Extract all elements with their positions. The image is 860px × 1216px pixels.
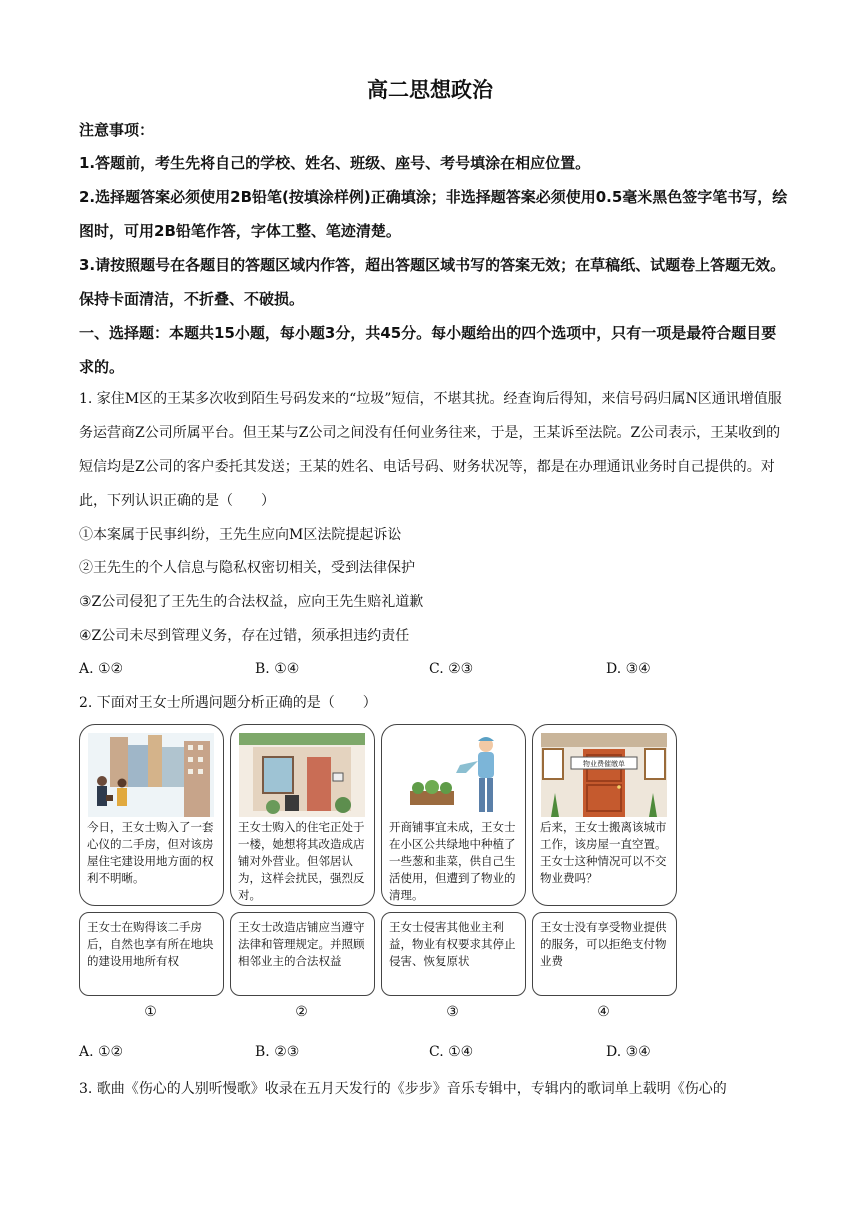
q2-option-a[interactable]: A. ①② [79, 1044, 124, 1060]
q2-statement-1: 王女士在购得该二手房后，自然也享有所在地块的建设用地所有权 [87, 920, 214, 968]
q2-label-4: ④ [597, 1004, 610, 1020]
q1-statement-1: ①本案属于民事纠纷，王先生应向M区法院提起诉讼 [79, 527, 402, 543]
q1-stem: 1. 家住M区的王某多次收到陌生号码发来的“垃圾”短信，不堪其扰。经查询后得知，来信号码归属N区通讯增值服务运营商Z公司所属平台。但王某与Z公司之间没有任何业务往来，于是，王某诉至法院。Z公司表示，王某收到的短信均是Z公司的客户委托其发送；王某的姓名、电话号码、财务状况等，都是在办理通讯业务时自己提供的。对此，下列认识正确的是（ ） [79, 391, 782, 509]
q1-statement-2: ②王先生的个人信息与隐私权密切相关，受到法律保护 [79, 560, 415, 576]
page-title: 高二思想政治 [367, 78, 493, 102]
q2-statement-box-4 [532, 912, 677, 996]
q3-stem: 3. 歌曲《伤心的人别听慢歌》收录在五月天发行的《步步》音乐专辑中，专辑内的歌词单上载明《伤心的 [79, 1081, 727, 1097]
q2-panel-4-caption: 后来，王女士搬离该城市工作，该房屋一直空置。王女士这种情况可以不交物业费吗？ [540, 820, 667, 885]
woman-watering-plants-image [390, 733, 516, 817]
q2-label-3: ③ [446, 1004, 459, 1020]
q2-illustration [79, 724, 679, 1020]
q2-panel-1 [79, 724, 224, 906]
storefront-image [239, 733, 365, 817]
q1-option-d[interactable]: D. ③④ [606, 661, 651, 677]
q2-label-1: ① [144, 1004, 157, 1020]
q2-panel-2-caption: 王女士购入的住宅正处于一楼，她想将其改造成店铺对外营业。但邻居认为，这样会扰民，强烈反对。 [238, 820, 365, 902]
q2-option-c[interactable]: C. ①④ [429, 1044, 474, 1060]
section-heading: 一、选择题：本题共15小题，每小题3分，共45分。每小题给出的四个选项中，只有一项是最符合题目要求的。 [79, 324, 777, 376]
q2-statement-3: 王女士侵害其他业主利益，物业有权要求其停止侵害、恢复原状 [389, 920, 516, 968]
q2-option-b[interactable]: B. ②③ [255, 1044, 300, 1060]
closed-door-image [541, 733, 667, 817]
q2-stem: 2. 下面对王女士所遇问题分析正确的是（ ） [79, 695, 377, 711]
q1-options [79, 661, 789, 685]
city-buildings-image [88, 733, 214, 817]
q1-option-b[interactable]: B. ①④ [255, 661, 300, 677]
notice-item-3: 3.请按照题号在各题目的答题区域内作答，超出答题区域书写的答案无效；在草稿纸、试题卷上答题无效。保持卡面清洁，不折叠、不破损。 [79, 256, 786, 308]
notice-heading: 注意事项： [79, 121, 155, 139]
q2-options [79, 1044, 789, 1068]
q2-panel-3 [381, 724, 526, 906]
q2-statement-box-3 [381, 912, 526, 996]
q2-option-d[interactable]: D. ③④ [606, 1044, 651, 1060]
q1-option-a[interactable]: A. ①② [79, 661, 124, 677]
q2-statement-4: 王女士没有享受物业提供的服务，可以拒绝支付物业费 [540, 920, 667, 968]
q1-statement-3: ③Z公司侵犯了王先生的合法权益，应向王先生赔礼道歉 [79, 594, 424, 610]
q2-label-2: ② [295, 1004, 308, 1020]
fee-notice-sign: 物业费催缴单 [583, 760, 625, 768]
q2-panel-4 [532, 724, 677, 906]
q2-panel-1-caption: 今日，王女士购入了一套心仪的二手房，但对该房屋住宅建设用地方面的权利不明晰。 [87, 820, 214, 885]
q1-option-c[interactable]: C. ②③ [429, 661, 474, 677]
notice-item-1: 1.答题前，考生先将自己的学校、姓名、班级、座号、考号填涂在相应位置。 [79, 154, 591, 172]
q2-statement-2: 王女士改造店铺应当遵守法律和管理规定。并照顾相邻业主的合法权益 [238, 920, 365, 968]
q2-statement-box-2 [230, 912, 375, 996]
q2-panel-3-caption: 开商铺事宜未成，王女士在小区公共绿地中种植了一些葱和韭菜，供自己生活使用，但遭到了物业的清理。 [389, 820, 516, 902]
q2-panel-2 [230, 724, 375, 906]
q1-statement-4: ④Z公司未尽到管理义务，存在过错，须承担违约责任 [79, 628, 410, 644]
notice-item-2: 2.选择题答案必须使用2B铅笔(按填涂样例)正确填涂；非选择题答案必须使用0.5毫米黑色签字笔书写，绘图时，可用2B铅笔作答，字体工整、笔迹清楚。 [79, 188, 788, 240]
q2-statement-box-1 [79, 912, 224, 996]
